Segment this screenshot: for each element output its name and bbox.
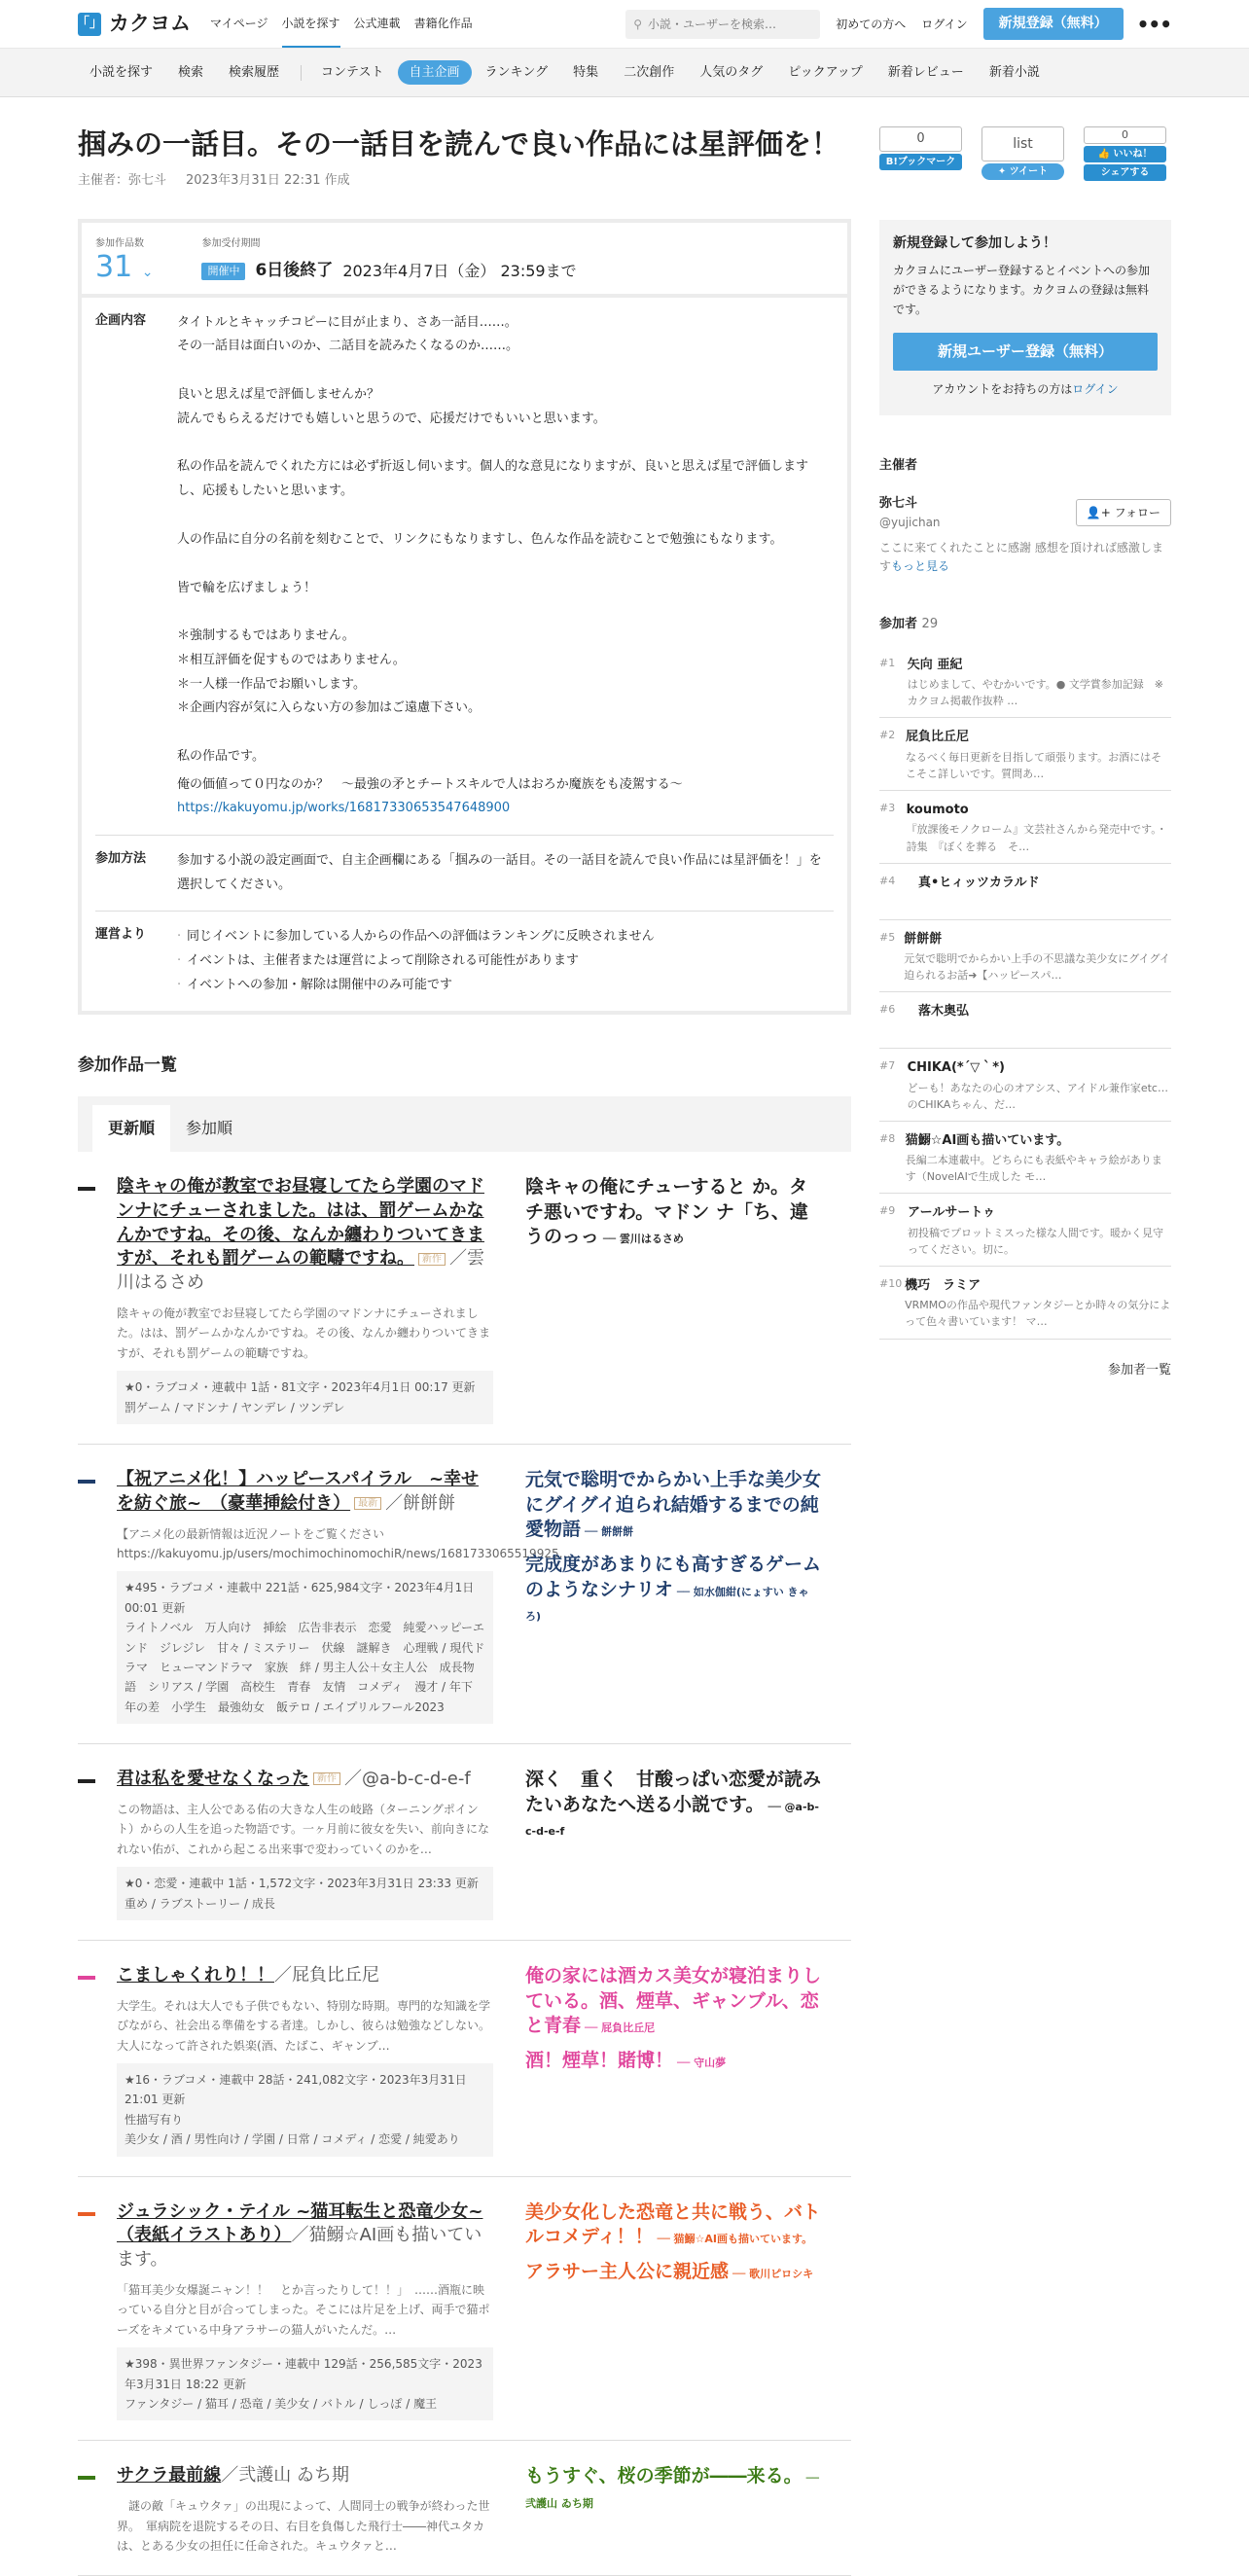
subnav-item[interactable]: 特集: [573, 64, 599, 80]
work-info-line: ライトノベル 万人向け 挿絵 広告非表示 恋愛 純愛ハッピーエンド ジレジレ 甘々 / ミステリー 伏線 謎解き 心理戦 / 現代ドラマ ヒューマンドラマ 家族 絆 / 男主人公＋女主人公 成長物語 シリアス / 学園 高校生 青春 友情 コメディ 漫才 / 年下 年の差 小学生 最強幼女 飯テロ / エイプリルフール2023: [125, 1621, 485, 1714]
work-color-mark: [78, 2476, 95, 2480]
fb-like-button[interactable]: 👍 いいね！: [1084, 146, 1166, 162]
work-new-badge: 新作: [313, 1772, 340, 1785]
method-text: 参加する小説の設定画面で、自主企画欄にある「掴みの一話目。その一話目を読んで良い作品には星評価を！」を選択してください。: [177, 853, 822, 892]
subnav-item[interactable]: 二次創作: [624, 64, 675, 80]
sub-nav: [0, 49, 1249, 97]
beginners-link[interactable]: 初めての方へ: [836, 17, 907, 31]
catchcopy-text: 深く 重く 甘酸っぱい恋愛が読みたいあなたへ送る小説です。: [525, 1769, 822, 1815]
work-info-line: ファンタジー / 猫耳 / 恐竜 / 美少女 / バトル / しっぽ / 魔王: [125, 2396, 438, 2411]
entries-count[interactable]: 31 ⌄: [95, 250, 154, 285]
entries-label: 参加作品数: [95, 238, 144, 250]
work-author[interactable]: ／雲川はるさめ: [117, 1248, 484, 1294]
work-description: 【アニメ化の最新情報は近況ノートをご覧ください https://kakuyomu.jp/users/mochimochinomochiR/news/1681733065519925…: [117, 1526, 571, 1561]
sidebar: [879, 126, 1171, 1379]
logo-text: カクヨム: [109, 11, 191, 35]
work-item: [78, 1744, 851, 1941]
content-body: [177, 311, 828, 821]
work-catchcopies: [525, 2464, 822, 2556]
search-box: [625, 10, 820, 39]
work-main: [78, 1964, 493, 2157]
participant-rank: #7: [879, 1059, 896, 1073]
admin-label: 運営より: [95, 927, 147, 943]
work-color-mark: [78, 1779, 95, 1783]
work-main: [78, 1468, 571, 1724]
content-line: タイトルとキャッチコピーに目が止まり、さあ一話目……。: [177, 314, 517, 330]
admin-note: · イベントへの参加・解除は開催中のみ可能です: [177, 974, 828, 998]
work-author[interactable]: ／猫鰯☆AI画も描いています。: [117, 2225, 482, 2271]
work-catchcopies: [525, 1964, 822, 2157]
hatebu-button[interactable]: B!ブックマーク: [879, 154, 962, 170]
content-line: 人の作品に自分の名前を刻むことで、リンクにもなりますし、色んな作品を読むことで勉強にもなります。: [177, 531, 783, 547]
subnav-divider: [301, 65, 302, 81]
work-catchcopies: [525, 1768, 822, 1920]
catchcopy-author[interactable]: ── 守山夢: [677, 2056, 727, 2069]
catchcopy: [525, 1553, 822, 1628]
content-line: 良いと思えば星で評価しませんか？: [177, 387, 380, 403]
work-title[interactable]: こましゃくれり！！: [117, 1964, 274, 1986]
participant-name[interactable]: CHIKA(*´▽｀*): [907, 1060, 1005, 1076]
top-header: [0, 0, 1249, 49]
work-title[interactable]: 【祝アニメ化！】ハッピースパイラル ~幸せを紡ぐ旅~ （豪華挿絵付き）: [117, 1469, 480, 1514]
tab-updated[interactable]: 更新順: [92, 1105, 170, 1152]
admin-notes: [177, 925, 828, 997]
page-title: 掴みの一話目。その一話目を読んで良い作品には星評価を！: [78, 127, 840, 161]
participant-name[interactable]: 屁負比丘尼: [905, 730, 969, 745]
nav-official[interactable]: 公式連載: [353, 16, 401, 30]
participant-item[interactable]: [879, 992, 1171, 1049]
subnav-item[interactable]: 検索履歴: [229, 64, 280, 80]
subnav-item[interactable]: 自主企画: [398, 60, 472, 86]
register-button[interactable]: 新規ユーザー登録（無料）: [893, 333, 1158, 371]
remaining-days: 6日後終了: [255, 261, 334, 281]
work-color-mark: [78, 1187, 95, 1191]
catchcopy-author[interactable]: ── 歌川ピロシキ: [732, 2267, 814, 2280]
nav-books[interactable]: 書籍化作品: [413, 16, 473, 30]
content-line: その一話目は面白いのか、二話目を読みたくなるのか……。: [177, 339, 519, 354]
work-info: [117, 1371, 493, 1424]
work-info-line: 美少女 / 酒 / 男性向け / 学園 / 日常 / コメディ / 恋愛 / 純愛あり: [125, 2132, 460, 2147]
host-name[interactable]: 主催者：弥七斗: [78, 172, 167, 188]
participant-name[interactable]: koumoto: [906, 802, 969, 817]
subnav-item[interactable]: コンテスト: [321, 64, 384, 80]
my-work-title: 俺の価値って０円なのか？ 〜最強の矛とチートスキルで人はおろか魔族をも凌駕する〜: [177, 776, 683, 792]
participant-item[interactable]: [879, 791, 1171, 864]
catchcopy-author[interactable]: ── 如水伽紺(にょすい きゃろ): [525, 1585, 809, 1624]
content-line: ＊一人様一作品でお願いします。: [177, 676, 366, 692]
work-new-badge: 新作: [418, 1253, 446, 1266]
user-plus-icon: 👤+: [1086, 506, 1115, 520]
work-title-block: [117, 1964, 493, 1988]
catchcopy-author[interactable]: ── 屁負比丘尼: [585, 2021, 656, 2035]
top-nav: [210, 1, 473, 48]
work-title-block: [117, 1768, 493, 1792]
organizer-desc: ここに来てくれたことに感謝 感想を頂ければ感激します: [879, 540, 1163, 574]
catchcopy-text: 美少女化した恐竜と共に戦う、バトルコメディ！！: [525, 2200, 821, 2248]
event-details: [78, 219, 851, 1015]
follow-button[interactable]: 👤+ フォロー: [1076, 499, 1171, 526]
login-link[interactable]: ログイン: [921, 17, 968, 31]
work-author[interactable]: ／弐護山 ゐち期: [221, 2465, 350, 2487]
work-author[interactable]: ／@a-b-c-d-e-f: [344, 1769, 471, 1790]
deadline: 2023年4月7日（金） 23:59まで: [342, 261, 577, 280]
work-color-mark: [78, 1480, 95, 1484]
catchcopy: [525, 2464, 822, 2514]
content-paragraph: [177, 455, 828, 503]
catchcopy: [525, 2200, 822, 2250]
participant-item[interactable]: [879, 718, 1171, 791]
catchcopy-author[interactable]: ── 弐護山 ゐち期: [525, 2472, 819, 2511]
work-main: [78, 1175, 493, 1424]
participant-desc: はじめまして、やむかいです。● 文学賞参加記録 ※カクヨム掲載作抜粋 …: [907, 678, 1164, 708]
subnav-item[interactable]: 検索: [178, 64, 204, 80]
join-desc: カクヨムにユーザー登録するとイベントへの参加ができるようになります。カクヨムの登録は無料です。: [893, 264, 1151, 316]
my-work-link[interactable]: https://kakuyomu.jp/works/16817330653547648900: [177, 801, 511, 816]
tab-joined[interactable]: 参加順: [186, 1118, 233, 1137]
participant-item[interactable]: [879, 1122, 1171, 1195]
work-info-line: ★398・異世界ファンタジー・連載中 129話・256,585文字・2023年3月31日 18:22 更新: [125, 2357, 482, 2391]
main-content: [78, 126, 851, 2576]
organizer-id: @yujichan: [879, 515, 941, 529]
work-title[interactable]: サクラ最前線: [117, 2465, 222, 2487]
admin-note: · 同じイベントに参加している人からの作品への評価はランキングに反映されません: [177, 925, 828, 949]
participant-rank: #8: [879, 1131, 896, 1145]
work-new-badge: 最新: [354, 1497, 381, 1510]
participant-item[interactable]: [879, 1049, 1171, 1122]
participant-name[interactable]: 矢向 亜紀: [907, 657, 963, 672]
work-info-line: ★495・ラブコメ・連載中 221話・625,984文字・2023年4月1日 00:01 更新: [125, 1581, 475, 1615]
join-title: 新規登録して参加しよう！: [893, 235, 1056, 251]
content-line: ＊相互評価を促すものではありません。: [177, 652, 406, 667]
logo-icon: 「」: [78, 13, 101, 36]
participant-item[interactable]: [879, 1267, 1171, 1340]
participant-name[interactable]: 餅餅餅: [904, 931, 943, 947]
work-item: [78, 2177, 851, 2442]
participant-item[interactable]: [879, 920, 1171, 993]
content-paragraph: [177, 625, 828, 721]
catchcopy: [525, 1768, 822, 1843]
work-color-mark: [78, 1976, 95, 1980]
participant-item[interactable]: [879, 1194, 1171, 1267]
work-catchcopies: [525, 2200, 822, 2421]
content-line: ＊強制するもではありません。: [177, 628, 355, 644]
work-description: 陰キャの俺が教室でお昼寝してたら学園のマドンナにチューされました。はは、罰ゲームかなんかですね。その後、なんか纏わりついてきますが、それも罰ゲームの範疇ですね。: [117, 1306, 491, 1360]
login-prefix: アカウントをお持ちの方は: [932, 381, 1073, 396]
tweet-button[interactable]: ✦ ツイート: [981, 163, 1064, 180]
participant-rank: #3: [879, 801, 896, 814]
content-paragraph: [177, 745, 828, 769]
content-paragraph: [177, 577, 828, 601]
participant-name[interactable]: 落木奥弘: [918, 1004, 970, 1020]
sort-tabs: [78, 1096, 851, 1152]
participant-name[interactable]: 猫鰯☆AI画も描いています。: [905, 1132, 1070, 1148]
organizer-name[interactable]: 弥七斗: [879, 496, 918, 512]
nav-mypage[interactable]: マイページ: [210, 16, 268, 30]
content-paragraph: [177, 311, 828, 359]
hatebu-count: 0: [879, 126, 962, 152]
participant-rank: #10: [879, 1276, 903, 1290]
catchcopy: [525, 2260, 822, 2285]
work-item: [78, 1445, 851, 1744]
more-menu-icon[interactable]: •••: [1136, 12, 1171, 36]
work-item: [78, 2441, 851, 2576]
work-title-block: [117, 2464, 493, 2488]
participant-desc: 元気で聡明でからかい上手の不思議な美少女にグイグイ迫られるお話➜【ハッピースパ…: [904, 952, 1170, 983]
admin-note: · イベントは、主催者または運営によって削除される可能性があります: [177, 949, 828, 974]
participant-name[interactable]: アールサートゥ: [908, 1205, 996, 1221]
catchcopy-text: アラサー主人公に親近感: [525, 2260, 730, 2282]
work-description: この物語は、主人公である佑の大きな人生の岐路（ターニングポイント）からの人生を追った物語です。一ヶ月前に彼女を失い、前向きになれない佑が、これから起こる出来事で変わっていくのかを…: [117, 1803, 490, 1856]
catchcopy-text: 陰キャの俺にチューすると か。タチ悪いですわ。マドン ナ「ち、違うのっっ: [525, 1175, 808, 1248]
search-icon: ⚲: [633, 17, 643, 31]
subnav-item[interactable]: 新着小説: [988, 64, 1040, 80]
works-heading: 参加作品一覧: [78, 1055, 177, 1076]
catchcopy-author[interactable]: ── @a-b-c-d-e-f: [525, 1800, 819, 1839]
catchcopy: [525, 1175, 822, 1250]
catchcopy-text: 俺の家には酒カス美女が寝泊まりしている。酒、煙草、ギャンブル、恋と青春: [525, 1964, 822, 2037]
work-catchcopies: [525, 1468, 822, 1724]
subnav-item[interactable]: 人気のタグ: [699, 64, 764, 80]
site-logo[interactable]: [78, 9, 191, 40]
work-author[interactable]: ／餅餅餅: [385, 1492, 456, 1514]
participants-heading: 参加者: [879, 617, 918, 632]
participant-item[interactable]: [879, 864, 1171, 920]
work-description: 謎の敵「キュウタァ」の出現によって、人間同士の戦争が終わった世界。 軍病院を退院するその日、右目を負傷した飛行士――神代ユタカは、とある少女の担任に任命された。キュウタァと…: [117, 2499, 490, 2553]
subnav-item[interactable]: ピックアップ: [788, 64, 863, 80]
content-paragraph: [177, 528, 828, 553]
catchcopy-text: 完成度があまりにも高すぎるゲームのようなシナリオ: [525, 1553, 822, 1600]
participant-desc: 長編二本連載中。どちらにも表紙やキャラ絵があります（NovelAIで生成した モ…: [905, 1154, 1162, 1184]
catchcopy: [525, 2049, 822, 2074]
work-title[interactable]: 陰キャの俺が教室でお昼寝してたら学園のマドンナにチューされました。はは、罰ゲームかなんかですね。その後、なんか纏わりついてきますが、それも罰ゲームの範疇ですね。: [117, 1175, 484, 1270]
work-description: 大学生。それは大人でも子供でもない、特別な時期。専門的な知識を学びながら、社会出る準備をする者達。しかし、彼らは勉強などしない。大人になって許された娯楽(酒、たばこ、ギャンブ…: [117, 1998, 491, 2053]
catchcopy-text: 酒！煙草！賭博！: [525, 2049, 674, 2071]
work-author[interactable]: ／屁負比丘尼: [274, 1964, 379, 1986]
catchcopy-text: もうすぐ、桜の季節が――来る。: [525, 2465, 803, 2487]
participant-desc: VRMMOの作品や現代ファンタジーとか時々の気分によって色々書いています！ マ…: [905, 1299, 1171, 1329]
participant-rank: #9: [879, 1204, 896, 1218]
subnav-item[interactable]: 小説を探す: [89, 64, 154, 80]
work-color-mark: [78, 2212, 95, 2216]
work-info-line: ★0・ラブコメ・連載中 1話・81文字・2023年4月1日 00:17 更新: [125, 1380, 476, 1395]
participants-list: [879, 646, 1171, 1340]
work-title[interactable]: ジュラシック・テイル ~猫耳転生と恐竜少女~（表紙イラストあり）: [117, 2200, 483, 2246]
work-title[interactable]: 君は私を愛せなくなった: [117, 1769, 309, 1790]
participant-rank: #2: [879, 729, 896, 742]
content-line: 私の作品を読んでくれた方には必ず折返し伺います。個人的な意見になりますが、良いと思えば星で評価しますし、応援もしたいと思います。: [177, 459, 808, 499]
content-line: 皆で輪を広げましょう！: [177, 580, 317, 595]
work-info-line: ★16・ラブコメ・連載中 28話・241,082文字・2023年3月31日 21:01 更新: [125, 2072, 467, 2107]
catchcopy: [525, 1964, 822, 2039]
created-date: 2023年3月31日 22:31 作成: [186, 172, 350, 188]
participant-desc: 初投稿でプロットミスった様な人間です。暖かく見守ってください。切に。: [908, 1226, 1164, 1256]
work-main: [78, 2200, 493, 2421]
content-line: 読んでもらえるだけでも嬉しいと思うので、応援だけでもいいと思います。: [177, 411, 606, 426]
catchcopy-text: 元気で聡明でからかい上手な美少女にグイグイ迫られ結婚するまでの純愛物語: [525, 1469, 822, 1541]
work-info-line: 重め / ラブストーリー / 成長: [125, 1896, 275, 1911]
work-info: [117, 2063, 493, 2157]
participant-rank: #4: [879, 874, 896, 887]
content-line: ＊企画内容が気に入らない方の参加はご遠慮下さい。: [177, 700, 482, 716]
work-title-block: [117, 2200, 493, 2272]
work-info-line: 罰ゲーム / マドンナ / ヤンデレ / ツンデレ: [125, 1400, 345, 1414]
participant-name[interactable]: 真•ヒィッツカラルド: [918, 875, 1040, 890]
participant-rank: #5: [879, 930, 896, 944]
participants-count: 29: [921, 617, 939, 632]
work-item: [78, 1941, 851, 2177]
work-info: [117, 2347, 493, 2420]
participant-desc: なるべく毎日更新を目指して頑張ります。お酒にはそこそこ詳しいです。質問あ…: [905, 750, 1162, 780]
fb-share-button[interactable]: シェアする: [1084, 164, 1166, 181]
work-info: [117, 1571, 493, 1724]
work-info: [117, 1867, 493, 1920]
work-title-block: [117, 1175, 493, 1296]
catchcopy-author[interactable]: ── 猫鰯☆AI画も描いています。: [657, 2233, 813, 2246]
participant-name[interactable]: 機巧 ラミア: [905, 1277, 981, 1293]
search-input[interactable]: [648, 18, 794, 31]
catchcopy-author[interactable]: ── 雲川はるさめ: [602, 1233, 684, 1246]
subnav-item[interactable]: ランキング: [484, 64, 549, 80]
work-title-block: [117, 1468, 493, 1517]
catchcopy: [525, 1468, 822, 1543]
fb-count: 0: [1084, 126, 1166, 144]
participant-rank: #6: [879, 1003, 896, 1017]
participant-desc: どーも！あなたの心のオアシス、アイドル兼作家etc…のCHIKAちゃん、だ…: [907, 1081, 1168, 1111]
work-info-line: ★0・恋愛・連載中 1話・1,572文字・2023年3月31日 23:33 更新: [125, 1877, 479, 1891]
content-label: 企画内容: [95, 312, 147, 328]
nav-find-novels[interactable]: 小説を探す: [282, 1, 340, 48]
all-participants-link[interactable]: 参加者一覧: [1107, 1362, 1171, 1377]
status-badge: 開催中: [201, 263, 245, 281]
organizer-heading: 主催者: [879, 457, 918, 473]
work-catchcopies: [525, 1175, 822, 1424]
catchcopy-author[interactable]: ── 餅餅餅: [585, 1525, 634, 1539]
signup-button[interactable]: 新規登録（無料）: [983, 8, 1124, 40]
see-more-link[interactable]: もっと見る: [891, 559, 950, 574]
work-item: [78, 1152, 851, 1445]
list-button[interactable]: list: [981, 126, 1064, 161]
content-paragraph: [177, 383, 828, 431]
work-description: 「猫耳美少女爆誕ニャン！！ とか言ったりして！！」 ……酒瓶に映っている自分と目が合ってしまった。そこには片足を上げ、両手で猫ポーズをキメている中身アラサーの猫人がいたんだ。…: [117, 2283, 490, 2337]
work-main: [78, 1768, 493, 1920]
participant-desc: 『放課後モノクローム』文芸社さんから発売中です。・詩集 『ぼくを葬る そ…: [906, 823, 1167, 853]
participant-item[interactable]: [879, 646, 1171, 719]
side-login-link[interactable]: ログイン: [1072, 381, 1119, 396]
work-info-line: 性描写有り: [125, 2112, 184, 2127]
participant-rank: #1: [879, 656, 896, 669]
join-box: [879, 220, 1171, 415]
content-line: 私の作品です。: [177, 748, 265, 764]
subnav-item[interactable]: 新着レビュー: [887, 64, 964, 80]
works-list: [78, 1152, 851, 2576]
period-label: 参加受付期間: [201, 238, 261, 250]
work-main: [78, 2464, 493, 2556]
method-label: 参加方法: [95, 851, 147, 866]
